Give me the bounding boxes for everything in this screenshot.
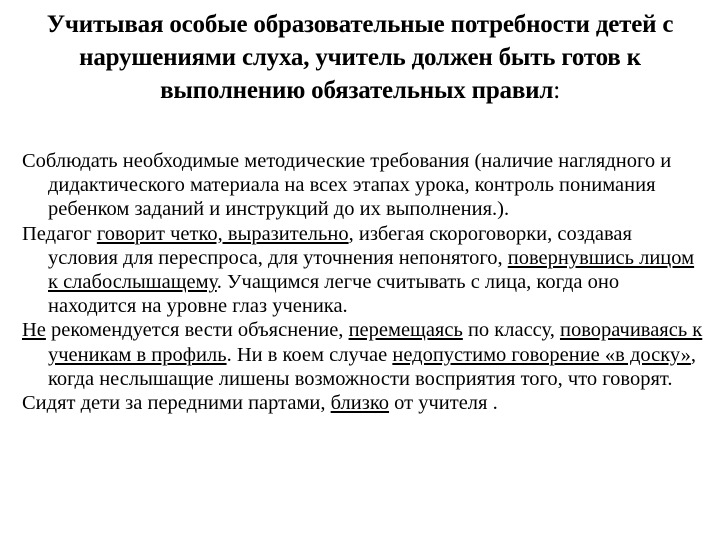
underlined-segment: Не: [22, 319, 46, 342]
underlined-segment: говорит четко, выразительно: [96, 222, 349, 245]
text-segment: рекомендуется вести объяснение,: [45, 319, 349, 342]
slide-body: [22, 149, 706, 415]
underlined-segment: повернувшись лицом к слабослышащему: [48, 246, 695, 294]
text-segment: , когда неслышащие лишены возможности восприятия того, что говорят.: [48, 343, 697, 390]
text-segment: . Ни в коем случае: [226, 343, 393, 366]
text-segment: Педагог: [22, 222, 97, 245]
paragraph-teacher-speech: [22, 222, 706, 319]
text-segment: Соблюдать необходимые методические требования (наличие наглядного и дидактического материала на всех этапах урока, контроль понимания ребенком заданий и инструкций до их выполнения.).: [22, 150, 672, 221]
underlined-segment: близко: [330, 392, 390, 415]
underlined-segment: недопустимо говорение «в доску»: [392, 343, 691, 366]
underlined-segment: перемещаясь: [348, 319, 463, 342]
underlined-segment: поворачиваясь к ученикам в профиль: [48, 319, 703, 366]
paragraph-requirements: [22, 149, 706, 222]
slide-title-colon: :: [553, 77, 560, 104]
text-segment: Сидят дети за передними партами,: [22, 392, 331, 415]
slide-title-text: Учитывая особые образовательные потребности детей с нарушениями слуха, учитель должен быть готов к выполнению обязательных правил: [46, 11, 674, 104]
paragraph-explanation: [22, 318, 706, 391]
text-segment: от учителя .: [389, 392, 498, 415]
text-segment: по классу,: [462, 319, 560, 342]
text-segment: , избегая скороговорки, создавая условия для переспроса, для уточнения непонятого,: [48, 222, 632, 269]
slide-title: [10, 8, 710, 107]
paragraph-seating: [22, 391, 706, 415]
text-segment: . Учащимся легче считывать с лица, когда оно находится на уровне глаз ученика.: [48, 271, 620, 318]
